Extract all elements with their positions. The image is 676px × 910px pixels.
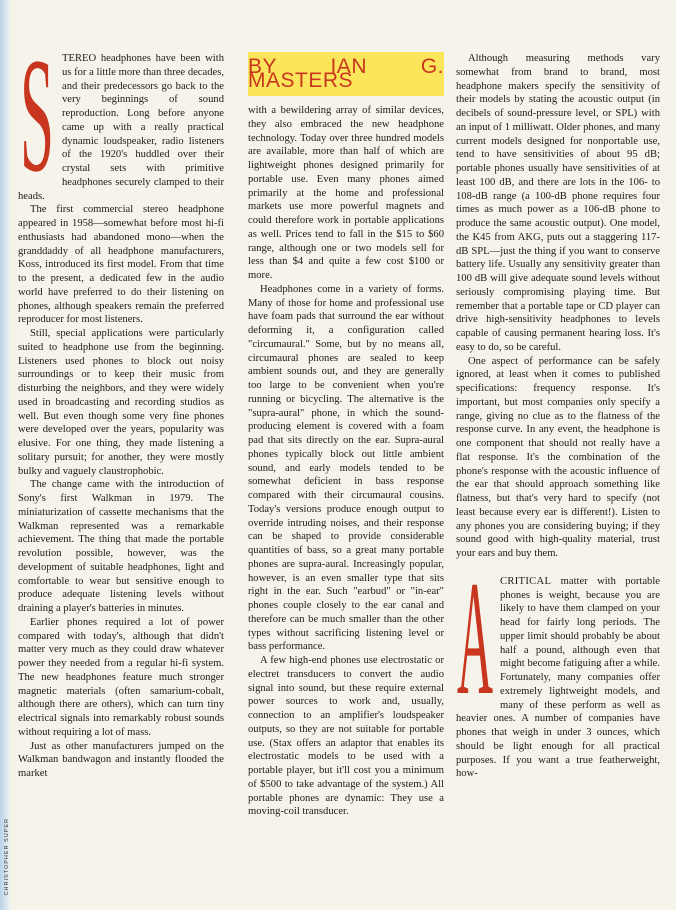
drop-cap-s [18, 54, 56, 178]
section-paragraph [456, 575, 660, 781]
paragraph: Just as other manufacturers jumped on the Walkman bandwagon and instantly flooded the market [18, 740, 224, 779]
column-1 [18, 52, 224, 781]
paragraph: Although measuring methods vary somewhat from brand to brand, most headphone makers specify the sensitivity of their models by stating the acoustic output (in decibels of sound-pressure level, or SPL) with an input of 1 milliwatt. Older phones, and many current models designed for nonportable use, tend to have sensitivities of about 95 dB; portable phones usually have sensitivities of at least 100 dB, and there are lots in the 106- to 108-dB range (a 100-dB phone requires four times as much power as a 106-dB phone to produce the same acoustic output). One model, the K45 from AKG, puts out a staggering 117-dB SPL—just the thing if you want to conserve battery life. Usually any sensitivity greater than 100 dB will give adequate sound levels without seriously compromising playing time. But remember that a portable tape or CD player can drive high-sensitivity headphones to levels capable of causing permanent hearing loss. It's easy to do, so be careful. [456, 53, 660, 353]
paragraph: One aspect of performance can be safely ignored, at least when it comes to published specifications: frequency response. It's important, but most companies only specify a range, giving no clue as to the flatness of the response curve. In any event, the headphone is one component that should not really have a flat response. It's the combination of the phone's response with the acoustic influence of the ear that should approach something like flatness, but that's very hard to specify (not least because every ear is different!). Listen to any phones you are considering buying; if they sound good with high-quality material, trust your ears and buy them. [456, 355, 660, 559]
byline: BY IAN G. MASTERS [248, 52, 444, 96]
paragraph: A few high-end phones use electrostatic or electret transducers to convert the audio signal into sound, but these require external power sources to work and, usually, connection to an amplifier's loudspeaker outputs, so they are not suitable for portable use. (Stax offers an adaptor that enables its electrostatic models to be used with a portable player, but it'll cost you a minimum of $500 to take advantage of the system.) All portable phones are dynamic: They use a moving-coil transducer. [248, 655, 444, 818]
lead-paragraph [18, 52, 224, 203]
drop-cap-a [456, 577, 494, 701]
column-2 [248, 52, 444, 819]
svg-text:S: S [20, 54, 54, 178]
svg-text:A: A [457, 576, 493, 701]
paragraph: The change came with the introduction of Sony's first Walkman in 1979. The miniaturization of cassette mechanisms that the Walkman represented was a remarkable achievement. The thing that made the portable revolution possible, however, was the development of suitable headphones, light and comfortable to wear but sensitive enough to produce adequate listening levels without draining a player's batteries in minutes. [18, 479, 224, 614]
paragraph: Still, special applications were particularly suited to headphone use from the beginning. Listeners used phones to block out noisy surroundings or to keep their music from disturbing the neighbors, and they were widely used in broadcasting and recording studios as well. But even though some very fine phones were developed over the years, popularity was elusive. For one thing, they made listening a solitary pursuit; for another, they were mostly bulky and vaguely claustrophobic. [18, 328, 224, 477]
paragraph: with a bewildering array of similar devices, they also embraced the new headphone technology. Today over three hundred models are available, more than half of which are lightweight phones designed primarily for portable use. Even many phones aimed primarily at the home and professional markets use more powerful magnets and could therefore work in portable applications as well. Prices tend to fall in the $15 to $60 range, although one or two models sell for less than $4 and quite a few cost $100 or more. [248, 105, 444, 281]
paragraph: Headphones come in a variety of forms. Many of those for home and professional use have foam pads that surround the ear without deforming it, a configuration called "circumaural." Some, but by no means all, circumaural phones are sealed to keep ambient sounds out, and they are generally too large to be convenient when you're running or bicycling. The alternative is the "supra-aural" phone, in which the sound-producing element is covered with a foam pad that sits directly on the ear. Supra-aural phones typically block out little ambient sound, and early models tended to be somewhat deficient in bass response compared with their circumaural cousins. Today's versions produce enough output to override intruding noises, and their response can be shaped to provide considerable quantities of bass, so a great many portable phones are supra-aural. Increasingly popular, however, is an even smaller type that sits right in the ear. Such "earbud" or "in-ear" phones couple closely to the ear canal and therefore can be much smaller than the other types without sacrificing listening level or bass performance. [248, 283, 444, 653]
paragraph: The first commercial stereo headphone appeared in 1958—somewhat before most hi-fi enthusiasts had abandoned mono—when the granddaddy of all headphone manufacturers, Koss, introduced its first model. From that time to the present, a dedicated few in the audio world have preferred to do their listening on phones, although speakers remain the preferred reproducer for most listeners. [18, 204, 224, 326]
section-text: matter with portable phones is weight, because you are likely to have them clamped on your head for fairly long periods. The upper limit should probably be about half a pound, although even that might become fatiguing after a while. Fortunately, many companies offer extremely lightweight models, and many of these perform as well as heavier ones. A number of companies have phones that weigh in under 3 ounces, which should be light enough for all practical purposes. If you want a true featherweight, how- [456, 575, 660, 780]
paragraph: Earlier phones required a lot of power compared with today's, although that didn't matter very much as they could draw whatever power they needed from a regular hi-fi system. The new headphones feature much stronger magnetic materials (often samarium-cobalt, although there are others), which can turn tiny electrical signals into remarkably robust sounds without requiring a lot of mass. [18, 616, 224, 738]
lead-text: TEREO headphones have been with us for a little more than three decades, and their predecessors go back to the very beginnings of sound reproduction. Long before anyone came up with a really practical dynamic loudspeaker, radio listeners of the 1920's huddled over their crystal sets with primitive headphones securely clamped to their heads. [18, 53, 224, 202]
column-3 [456, 52, 660, 781]
page-edge [0, 0, 10, 910]
photo-credit: CHRISTOPHER SUPER [4, 818, 10, 896]
section-lead-word: CRITICAL [500, 575, 552, 587]
